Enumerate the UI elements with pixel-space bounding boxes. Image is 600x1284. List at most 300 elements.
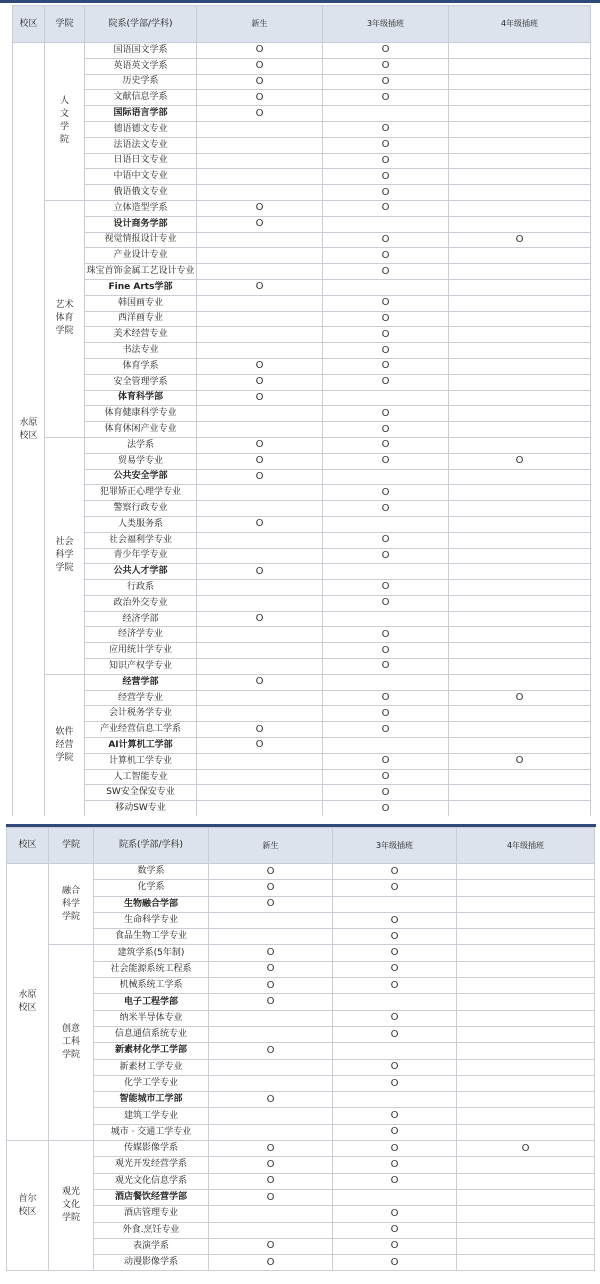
availability-cell-y3 (323, 106, 449, 122)
available-mark: O (515, 755, 524, 767)
department-cell: 设计商务学部 (85, 216, 197, 232)
availability-cell-y3 (323, 200, 449, 216)
department-cell: 体育科学部 (85, 390, 197, 406)
availability-cell-fresh (197, 753, 323, 769)
table-row (13, 343, 591, 359)
available-mark: O (515, 455, 524, 467)
availability-cell-fresh (209, 912, 333, 928)
availability-cell-fresh (209, 1059, 333, 1075)
availability-cell-y4 (449, 311, 591, 327)
available-mark: O (390, 1158, 399, 1170)
table-row (13, 216, 591, 232)
availability-cell-y4 (457, 978, 595, 994)
available-mark: O (255, 518, 264, 530)
department-cell: 英语英文学系 (85, 58, 197, 74)
availability-cell-y3 (333, 929, 457, 945)
department-cell: 公共人才学部 (85, 564, 197, 580)
availability-cell-fresh (197, 248, 323, 264)
available-mark: O (390, 979, 399, 991)
availability-cell-y3 (323, 469, 449, 485)
availability-cell-y3 (323, 216, 449, 232)
availability-cell-y4 (449, 264, 591, 280)
department-cell: 产业设计专业 (85, 248, 197, 264)
department-cell: 会计税务学专业 (85, 706, 197, 722)
table-row (13, 769, 591, 785)
availability-cell-y4 (449, 153, 591, 169)
availability-cell-y4 (457, 945, 595, 961)
availability-cell-fresh (197, 58, 323, 74)
availability-cell-y3 (333, 880, 457, 896)
department-cell: 行政系 (85, 580, 197, 596)
table-row (13, 374, 591, 390)
available-mark: O (381, 202, 390, 214)
available-mark: O (390, 914, 399, 926)
table-row (13, 390, 591, 406)
department-cell: 法学系 (85, 437, 197, 453)
available-mark: O (255, 218, 264, 230)
table-row (13, 279, 591, 295)
table-row (13, 580, 591, 596)
table-row (7, 1075, 595, 1091)
table-row (13, 437, 591, 453)
availability-cell-y4 (449, 74, 591, 90)
table-row (7, 1026, 595, 1042)
availability-cell-y3 (323, 485, 449, 501)
table-row (13, 248, 591, 264)
table-row (7, 864, 595, 880)
available-mark: O (266, 1256, 275, 1268)
available-mark: O (390, 1207, 399, 1219)
availability-cell-y3 (333, 1238, 457, 1254)
availability-cell-y4 (449, 611, 591, 627)
header-freshman: 新生 (209, 828, 333, 864)
availability-cell-y4 (449, 406, 591, 422)
availability-cell-y3 (323, 279, 449, 295)
department-cell: 人工智能专业 (85, 769, 197, 785)
table-row (13, 58, 591, 74)
availability-cell-y4 (457, 1108, 595, 1124)
availability-cell-y4 (457, 1206, 595, 1222)
available-mark: O (255, 613, 264, 625)
available-mark: O (255, 565, 264, 577)
department-cell: 安全管理学系 (85, 374, 197, 390)
availability-cell-fresh (197, 738, 323, 754)
table-row (13, 690, 591, 706)
department-cell: 知识产权学专业 (85, 659, 197, 675)
table-row (13, 311, 591, 327)
available-mark: O (381, 91, 390, 103)
availability-cell-y4 (457, 1189, 595, 1205)
available-mark: O (266, 963, 275, 975)
admission-table-1 (12, 5, 591, 817)
header-year4-transfer: 4年级插班 (449, 6, 591, 43)
available-mark: O (255, 439, 264, 451)
availability-cell-y3 (333, 945, 457, 961)
availability-cell-fresh (197, 374, 323, 390)
availability-cell-y3 (323, 580, 449, 596)
available-mark: O (381, 186, 390, 198)
available-mark: O (266, 1142, 275, 1154)
department-cell: 信息通信系统专业 (94, 1026, 209, 1042)
availability-cell-y4 (449, 548, 591, 564)
available-mark: O (390, 1142, 399, 1154)
department-cell: 书法专业 (85, 343, 197, 359)
department-cell: 公共安全学部 (85, 469, 197, 485)
availability-cell-y4 (449, 343, 591, 359)
department-cell: 生命科学专业 (94, 912, 209, 928)
department-cell: 立体造型学系 (85, 200, 197, 216)
table-row (7, 1157, 595, 1173)
availability-cell-y3 (323, 437, 449, 453)
table-row (13, 722, 591, 738)
available-mark: O (255, 376, 264, 388)
department-cell: 韩国画专业 (85, 295, 197, 311)
table-row (13, 738, 591, 754)
availability-cell-y4 (449, 58, 591, 74)
availability-cell-fresh (197, 564, 323, 580)
availability-cell-fresh (197, 674, 323, 690)
availability-cell-y4 (457, 912, 595, 928)
available-mark: O (390, 1061, 399, 1073)
available-mark: O (390, 1175, 399, 1187)
table-row (13, 548, 591, 564)
availability-cell-fresh (197, 406, 323, 422)
available-mark: O (390, 865, 399, 877)
table-row (7, 896, 595, 912)
department-cell: 纳米半导体专业 (94, 1010, 209, 1026)
department-cell: 观光开发经营学系 (94, 1157, 209, 1173)
availability-cell-y4 (449, 327, 591, 343)
department-cell: 经营学专业 (85, 690, 197, 706)
availability-cell-y3 (323, 659, 449, 675)
table-row (13, 453, 591, 469)
availability-cell-fresh (197, 532, 323, 548)
available-mark: O (381, 534, 390, 546)
availability-cell-y3 (323, 690, 449, 706)
available-mark: O (381, 233, 390, 245)
department-cell: 外食.烹饪专业 (94, 1222, 209, 1238)
available-mark: O (381, 154, 390, 166)
availability-cell-y4 (449, 121, 591, 137)
availability-cell-y3 (333, 1108, 457, 1124)
availability-cell-y3 (323, 564, 449, 580)
availability-cell-y4 (449, 738, 591, 754)
availability-cell-y4 (449, 200, 591, 216)
availability-cell-y4 (457, 1075, 595, 1091)
availability-cell-y4 (457, 896, 595, 912)
availability-cell-fresh (209, 880, 333, 896)
table-row (13, 422, 591, 438)
available-mark: O (266, 898, 275, 910)
available-mark: O (266, 865, 275, 877)
college-cell: 融合 科学 学院 (49, 864, 94, 945)
availability-cell-y3 (333, 978, 457, 994)
availability-cell-fresh (197, 264, 323, 280)
available-mark: O (381, 628, 390, 640)
availability-cell-y4 (457, 994, 595, 1010)
department-cell: 建筑学系(5年制) (94, 945, 209, 961)
availability-cell-y3 (323, 422, 449, 438)
available-mark: O (381, 376, 390, 388)
available-mark: O (255, 470, 264, 482)
table-row (7, 1092, 595, 1108)
available-mark: O (381, 486, 390, 498)
availability-cell-y3 (323, 406, 449, 422)
availability-cell-y4 (449, 469, 591, 485)
availability-cell-fresh (197, 358, 323, 374)
table-row (7, 1124, 595, 1140)
table-row (13, 501, 591, 517)
available-mark: O (255, 75, 264, 87)
available-mark: O (255, 723, 264, 735)
department-cell: 俄语俄文专业 (85, 185, 197, 201)
table-row (13, 406, 591, 422)
table-row (13, 43, 591, 59)
availability-cell-y3 (333, 896, 457, 912)
college-cell: 软件 经营 学院 (45, 674, 85, 816)
table-row (7, 912, 595, 928)
availability-cell-y3 (323, 185, 449, 201)
department-cell: 新素材化学工学部 (94, 1043, 209, 1059)
available-mark: O (266, 881, 275, 893)
availability-cell-fresh (197, 437, 323, 453)
table-row (13, 564, 591, 580)
availability-cell-y3 (323, 595, 449, 611)
available-mark: O (515, 692, 524, 704)
table-row (13, 611, 591, 627)
availability-cell-y4 (457, 1141, 595, 1157)
department-cell: 传媒影像学系 (94, 1141, 209, 1157)
availability-cell-fresh (197, 453, 323, 469)
availability-cell-fresh (197, 295, 323, 311)
availability-cell-y3 (323, 769, 449, 785)
availability-cell-y3 (323, 137, 449, 153)
available-mark: O (255, 455, 264, 467)
available-mark: O (381, 707, 390, 719)
available-mark: O (390, 1126, 399, 1138)
admission-table-2 (6, 827, 595, 1271)
availability-cell-y4 (457, 1222, 595, 1238)
availability-cell-y4 (449, 216, 591, 232)
availability-cell-y3 (333, 1075, 457, 1091)
availability-cell-y3 (333, 1189, 457, 1205)
availability-cell-y4 (449, 106, 591, 122)
table-row (7, 1059, 595, 1075)
available-mark: O (381, 360, 390, 372)
available-mark: O (255, 202, 264, 214)
header-year3-transfer: 3年级插班 (333, 828, 457, 864)
availability-cell-y4 (457, 961, 595, 977)
available-mark: O (381, 786, 390, 798)
department-cell: 智能城市工学部 (94, 1092, 209, 1108)
table-row (7, 1173, 595, 1189)
availability-cell-fresh (209, 1108, 333, 1124)
table-row (7, 1189, 595, 1205)
available-mark: O (381, 439, 390, 451)
availability-cell-y3 (333, 1092, 457, 1108)
availability-cell-fresh (197, 501, 323, 517)
department-cell: 国际语言学部 (85, 106, 197, 122)
department-cell: 动漫影像学系 (94, 1255, 209, 1271)
availability-cell-y3 (333, 961, 457, 977)
availability-cell-y4 (449, 248, 591, 264)
availability-cell-fresh (197, 580, 323, 596)
table-row (13, 643, 591, 659)
available-mark: O (381, 755, 390, 767)
department-cell: 机械系统工学系 (94, 978, 209, 994)
availability-cell-y3 (333, 1010, 457, 1026)
department-cell: 新素材工学专业 (94, 1059, 209, 1075)
availability-cell-y3 (333, 1059, 457, 1075)
department-cell: 体育休闲产业专业 (85, 422, 197, 438)
department-cell: 历史学系 (85, 74, 197, 90)
availability-cell-fresh (197, 200, 323, 216)
availability-cell-y4 (449, 295, 591, 311)
available-mark: O (381, 771, 390, 783)
availability-cell-fresh (197, 659, 323, 675)
department-cell: 经济学部 (85, 611, 197, 627)
available-mark: O (381, 692, 390, 704)
availability-cell-y4 (457, 864, 595, 880)
available-mark: O (390, 881, 399, 893)
table-row (13, 264, 591, 280)
department-cell: 电子工程学部 (94, 994, 209, 1010)
available-mark: O (381, 265, 390, 277)
availability-cell-y3 (323, 153, 449, 169)
available-mark: O (381, 549, 390, 561)
available-mark: O (521, 1142, 530, 1154)
department-cell: Fine Arts学部 (85, 279, 197, 295)
table-row (13, 169, 591, 185)
availability-cell-y3 (323, 264, 449, 280)
available-mark: O (255, 60, 264, 72)
header-college: 学院 (49, 828, 94, 864)
header-department: 院系(学部/学科) (85, 6, 197, 43)
availability-cell-fresh (209, 1222, 333, 1238)
available-mark: O (255, 739, 264, 751)
available-mark: O (381, 597, 390, 609)
availability-cell-y3 (323, 548, 449, 564)
availability-cell-y4 (457, 1157, 595, 1173)
available-mark: O (381, 581, 390, 593)
table-row (7, 1141, 595, 1157)
available-mark: O (266, 947, 275, 959)
available-mark: O (381, 328, 390, 340)
table-row (13, 106, 591, 122)
availability-cell-y3 (333, 1173, 457, 1189)
table-row (13, 532, 591, 548)
table-row (13, 153, 591, 169)
table-row (7, 978, 595, 994)
table-row (13, 358, 591, 374)
availability-cell-fresh (209, 1010, 333, 1026)
availability-cell-y4 (449, 532, 591, 548)
availability-cell-fresh (209, 864, 333, 880)
availability-cell-fresh (197, 216, 323, 232)
department-cell: 视觉情报设计专业 (85, 232, 197, 248)
availability-cell-y3 (333, 1124, 457, 1140)
department-cell: 酒店餐饮经营学部 (94, 1189, 209, 1205)
availability-cell-fresh (209, 961, 333, 977)
available-mark: O (381, 660, 390, 672)
availability-cell-y3 (323, 785, 449, 801)
availability-cell-fresh (209, 1206, 333, 1222)
availability-cell-y4 (449, 185, 591, 201)
table-row (13, 200, 591, 216)
table-row (7, 1255, 595, 1271)
available-mark: O (381, 423, 390, 435)
availability-cell-y4 (449, 580, 591, 596)
availability-cell-fresh (209, 1189, 333, 1205)
table-row (7, 880, 595, 896)
table-row (13, 74, 591, 90)
table-row (13, 674, 591, 690)
availability-cell-y3 (323, 706, 449, 722)
available-mark: O (390, 1110, 399, 1122)
availability-cell-y4 (449, 358, 591, 374)
department-cell: 建筑工学专业 (94, 1108, 209, 1124)
table-row (13, 469, 591, 485)
available-mark: O (381, 249, 390, 261)
availability-cell-fresh (209, 896, 333, 912)
campus-cell: 水原 校区 (13, 43, 45, 817)
availability-cell-y4 (457, 1010, 595, 1026)
availability-cell-fresh (209, 929, 333, 945)
availability-cell-y3 (323, 343, 449, 359)
availability-cell-fresh (197, 327, 323, 343)
college-cell: 创意 工科 学院 (49, 945, 94, 1141)
availability-cell-fresh (209, 978, 333, 994)
department-cell: 经营学部 (85, 674, 197, 690)
availability-cell-y3 (323, 501, 449, 517)
availability-cell-y4 (449, 485, 591, 501)
table-row (13, 137, 591, 153)
available-mark: O (390, 1240, 399, 1252)
table-row (7, 929, 595, 945)
availability-cell-y4 (449, 374, 591, 390)
availability-cell-y4 (449, 659, 591, 675)
availability-cell-fresh (197, 706, 323, 722)
campus-cell: 首尔 校区 (7, 1141, 49, 1271)
availability-cell-y4 (457, 1043, 595, 1059)
availability-cell-y4 (449, 390, 591, 406)
availability-cell-y3 (323, 121, 449, 137)
available-mark: O (255, 360, 264, 372)
header-freshman: 新生 (197, 6, 323, 43)
table-row (13, 327, 591, 343)
availability-cell-y4 (449, 437, 591, 453)
availability-cell-y4 (457, 880, 595, 896)
availability-cell-fresh (197, 43, 323, 59)
availability-cell-fresh (197, 595, 323, 611)
availability-cell-y3 (333, 1255, 457, 1271)
availability-cell-fresh (197, 279, 323, 295)
availability-cell-fresh (209, 1141, 333, 1157)
availability-cell-y4 (449, 595, 591, 611)
available-mark: O (255, 107, 264, 119)
department-cell: 应用统计学专业 (85, 643, 197, 659)
available-mark: O (381, 139, 390, 151)
availability-cell-y3 (323, 390, 449, 406)
table-row (13, 595, 591, 611)
availability-cell-y3 (323, 532, 449, 548)
available-mark: O (266, 1093, 275, 1105)
table-row (13, 185, 591, 201)
availability-cell-y4 (457, 1173, 595, 1189)
availability-cell-y3 (333, 1222, 457, 1238)
availability-cell-y4 (449, 453, 591, 469)
department-cell: 城市 · 交通工学专业 (94, 1124, 209, 1140)
